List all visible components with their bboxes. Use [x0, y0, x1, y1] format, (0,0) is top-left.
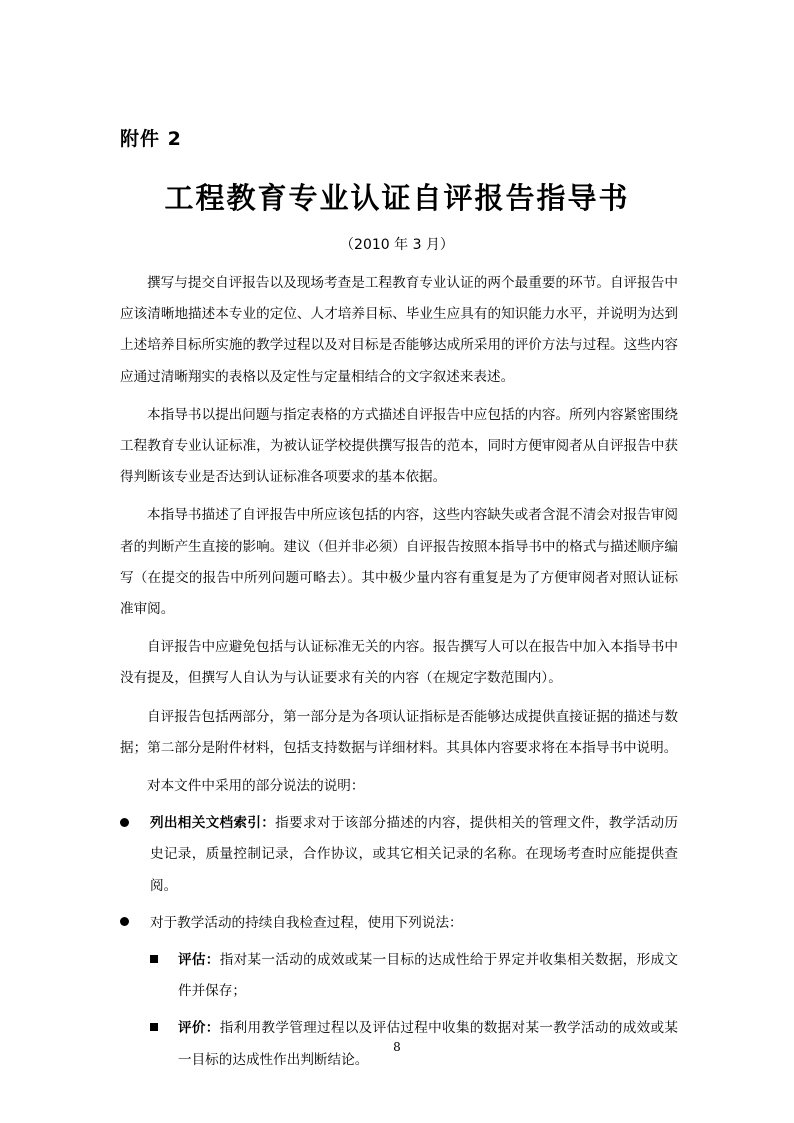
sub-bullet-item: [120, 945, 678, 1007]
bullet-text: 对于教学活动的持续自我检查过程，使用下列说法：: [150, 914, 463, 931]
paragraph: 本指导书以提出问题与指定表格的方式描述自评报告中应包括的内容。所列内容紧密围绕工程教育专业认证标准，为被认证学校提供撰写报告的范本，同时方便审阅者从自评报告中获得判断该专业是否达到认证标准各项要求的基本依据。: [120, 406, 678, 486]
document-title: 工程教育专业认证自评报告指导书: [164, 181, 630, 215]
document-body: [120, 268, 678, 1076]
paragraph: 撰写与提交自评报告以及现场考查是工程教育专业认证的两个最重要的环节。自评报告中应该清晰地描述本专业的定位、人才培养目标、毕业生应具有的知识能力水平，并说明为达到上述培养目标所实施的教学过程以及对目标是否能够达成所采用的评价方法与过程。这些内容应通过清晰翔实的表格以及定性与定量相结合的文字叙述来表述。: [120, 275, 678, 385]
bullet-dot-icon: [120, 808, 134, 839]
sub-bullet-text: 指利用教学管理过程以及评估过程中收集的数据对某一教学活动的成效或某一目标的达成性作出判断结论。: [178, 1020, 679, 1068]
bullet-term: 列出相关文档索引：: [150, 815, 276, 832]
bullet-dot-icon: [120, 908, 134, 939]
page-number: 8: [393, 1040, 401, 1054]
attachment-label: 附件 2: [120, 128, 182, 150]
document-date: （2010 年 3 月）: [340, 237, 454, 253]
bullet-item: [120, 808, 678, 902]
square-bullet-icon: [150, 945, 158, 976]
bullet-item: [120, 908, 678, 939]
sub-bullet-term: 评估：: [178, 952, 220, 969]
sub-bullet-term: 评价：: [178, 1020, 220, 1037]
bullet-text: 指要求对于该部分描述的内容，提供相关的管理文件，教学活动历史记录，质量控制记录，合作协议，或其它相关记录的名称。在现场考查时应能提供查阅。: [150, 815, 679, 894]
sub-bullet-text: 指对某一活动的成效或某一目标的达成性给于界定并收集相关数据，形成文件并保存；: [178, 952, 679, 1000]
definitions-intro: 对本文件中采用的部分说法的说明：: [147, 778, 365, 795]
paragraph: 本指导书描述了自评报告中所应该包括的内容，这些内容缺失或者含混不清会对报告审阅者的判断产生直接的影响。建议（但并非必须）自评报告按照本指导书中的格式与描述顺序编写（在提交的报告中所列问题可略去）。其中极少量内容有重复是为了方便审阅者对照认证标准审阅。: [120, 507, 678, 618]
paragraph: 自评报告包括两部分，第一部分是为各项认证指标是否能够达成提供直接证据的描述与数据；第二部分是附件材料，包括支持数据与详细材料。其具体内容要求将在本指导书中说明。: [120, 708, 678, 756]
paragraph: 自评报告中应避免包括与认证标准无关的内容。报告撰写人可以在报告中加入本指导书中没有提及，但撰写人自认为与认证要求有关的内容（在规定字数范围内）。: [120, 639, 678, 687]
